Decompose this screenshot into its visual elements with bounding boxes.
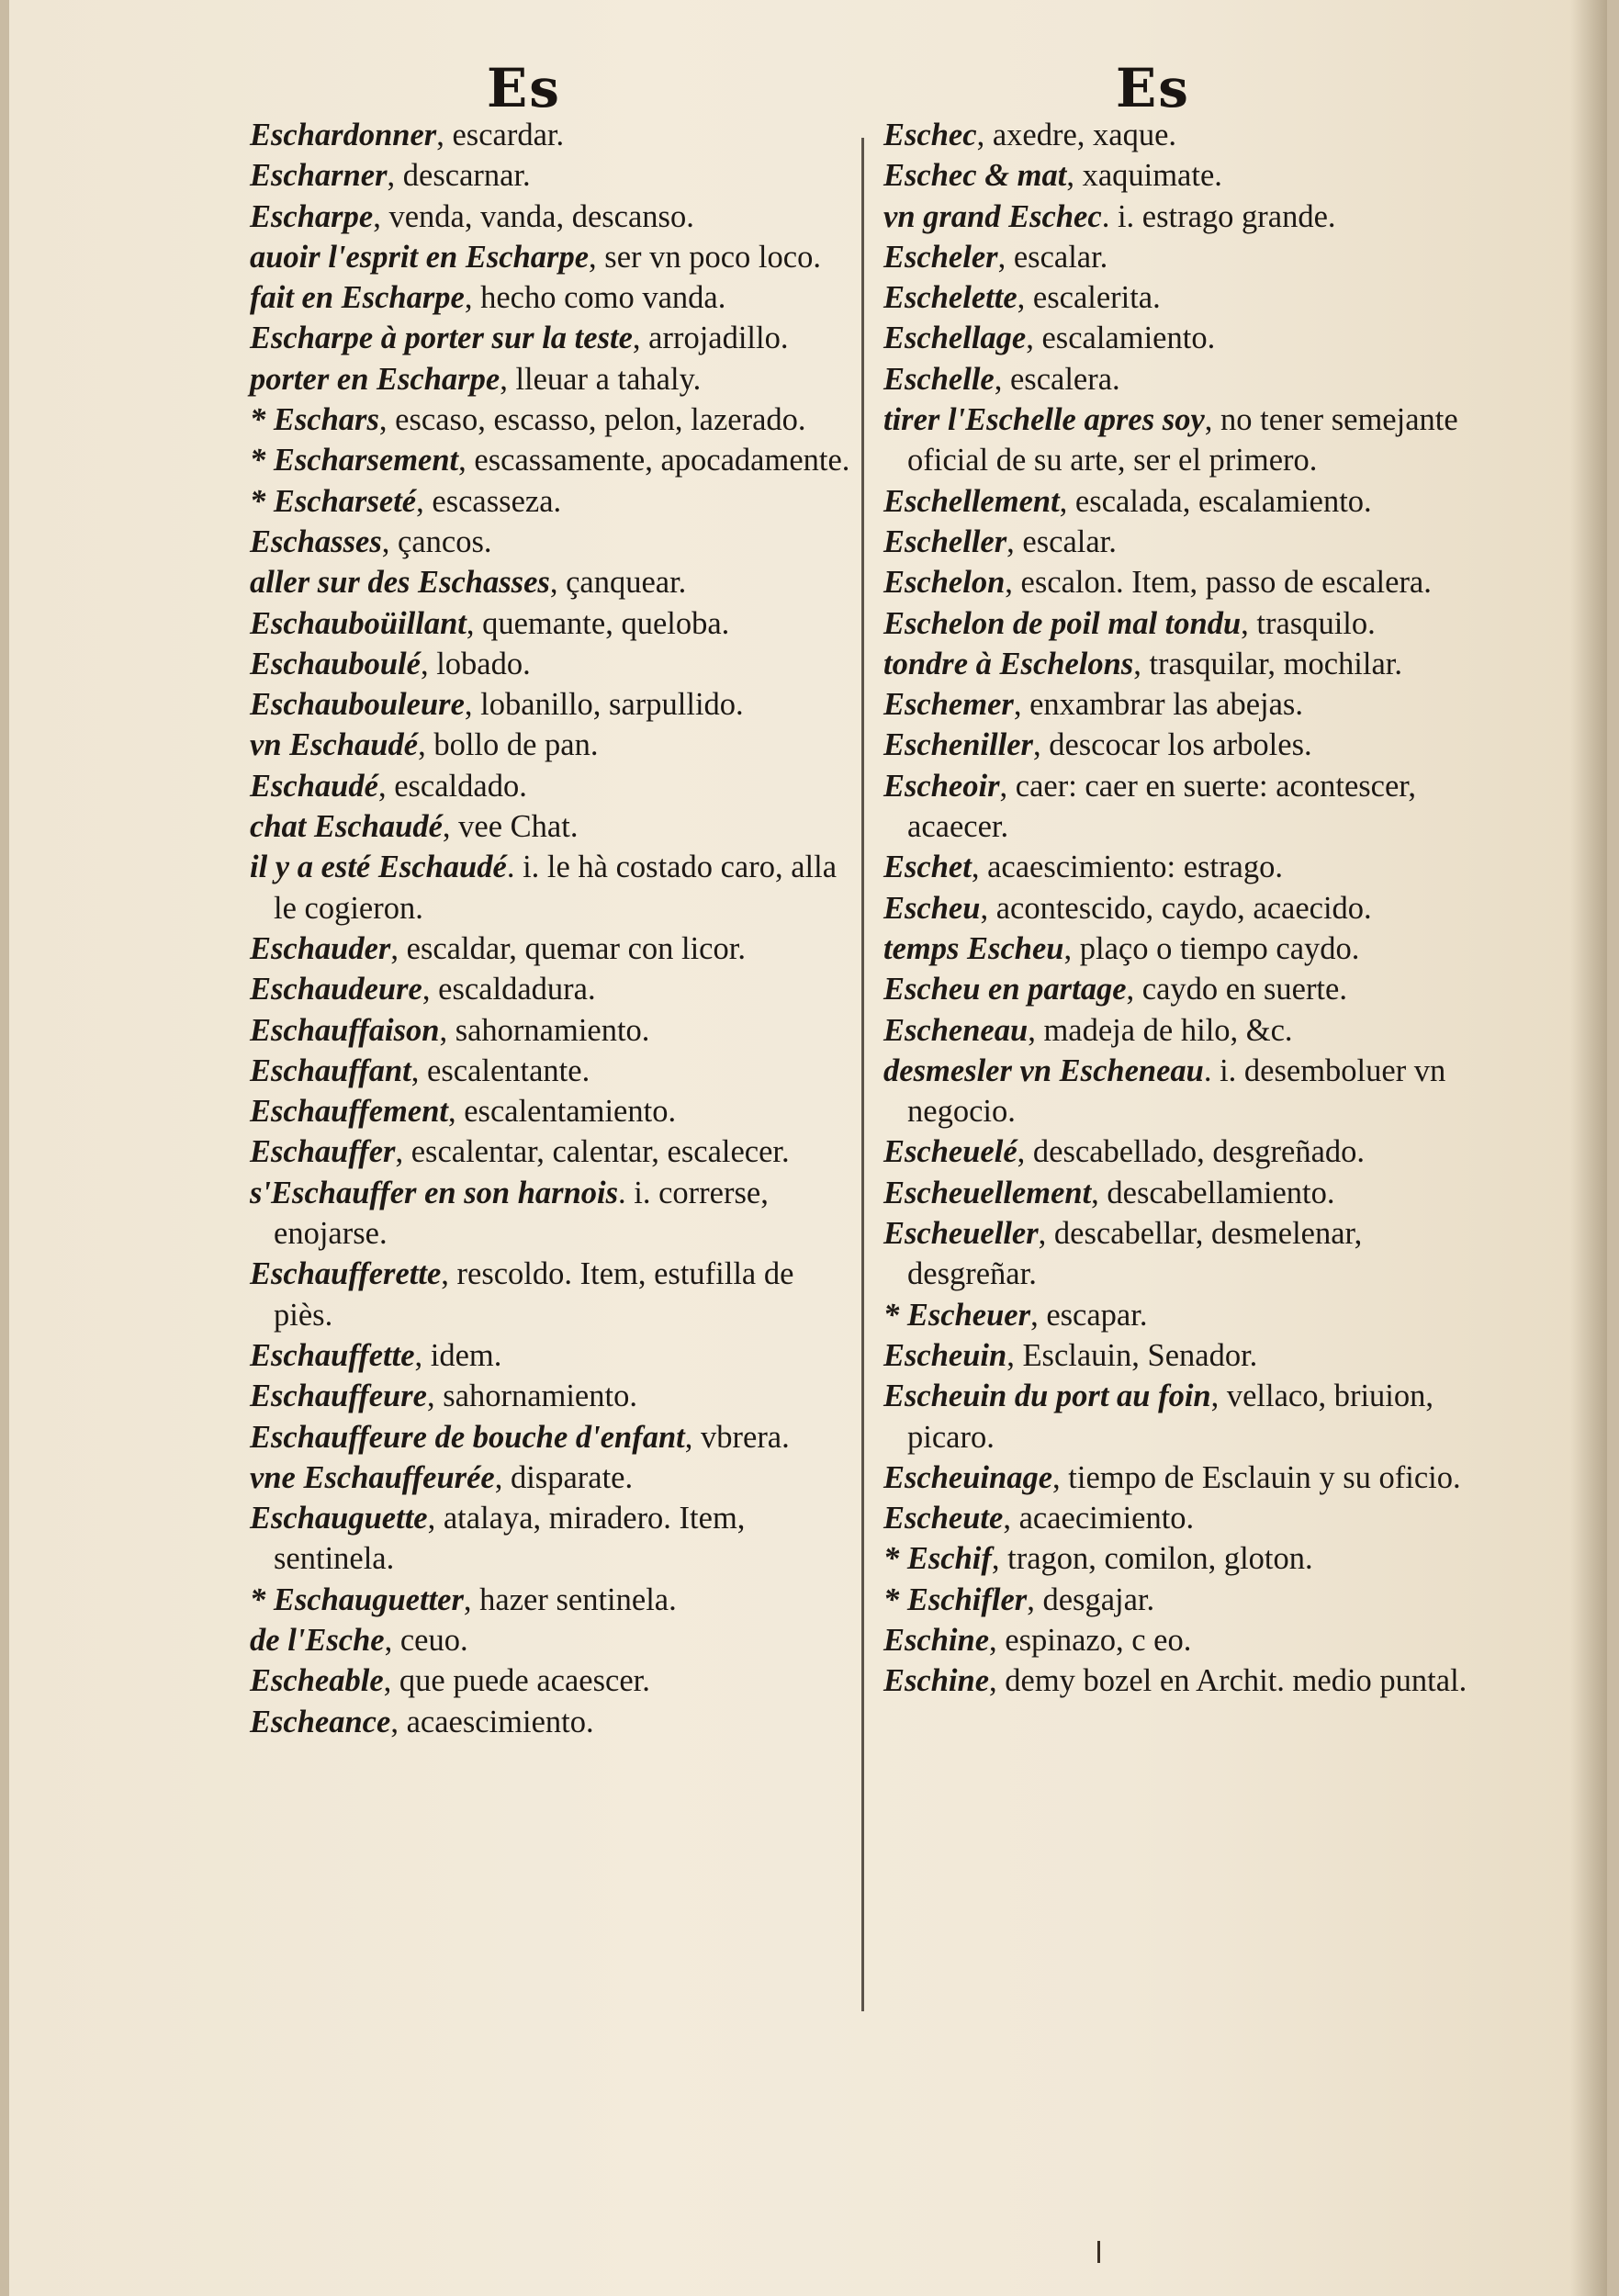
- dictionary-entry: [250, 277, 856, 318]
- entry-definition: , lobanillo, sarpullido.: [464, 687, 744, 723]
- dictionary-entry: [883, 115, 1490, 155]
- dictionary-entry: [883, 1660, 1490, 1701]
- dictionary-entry: [250, 1335, 856, 1376]
- entry-headword: Escheu en partage: [883, 972, 1127, 1007]
- entry-definition: , rescoldo. Item, estufilla de piès.: [274, 1256, 794, 1333]
- entry-headword: fait en Escharpe: [250, 280, 465, 316]
- running-head-right: Es: [1116, 57, 1190, 119]
- entry-headword: Eschelon: [883, 565, 1006, 601]
- entry-headword: chat Eschaudé: [250, 809, 443, 845]
- entry-headword: Escheoir: [883, 768, 1000, 804]
- dictionary-entry: [250, 1417, 856, 1458]
- entry-definition: , descabellamiento.: [1091, 1175, 1335, 1210]
- entry-definition: , trasquilo.: [1241, 605, 1376, 641]
- dictionary-entry: [250, 1702, 856, 1742]
- entry-definition: , lleuar a tahaly.: [500, 361, 702, 397]
- entry-headword: Escheute: [883, 1501, 1004, 1536]
- entry-headword: Eschauguette: [250, 1501, 428, 1536]
- entry-headword: * Eschars: [250, 402, 379, 438]
- dictionary-entry: [250, 400, 856, 440]
- entry-headword: Eschine: [883, 1663, 990, 1699]
- dictionary-entry: [250, 1458, 856, 1498]
- entry-headword: Eschauffement: [250, 1094, 448, 1130]
- entry-definition: , caydo en suerte.: [1126, 972, 1347, 1007]
- dictionary-entry: [883, 155, 1490, 196]
- entry-definition: , escalon. Item, passo de escalera.: [1005, 565, 1432, 601]
- dictionary-entry: [250, 1051, 856, 1091]
- entry-definition: , descabellado, desgreñado.: [1017, 1134, 1366, 1170]
- entry-headword: il y a esté Eschaudé: [250, 850, 507, 885]
- dictionary-entry: [883, 277, 1490, 318]
- entry-definition: , ceuo.: [384, 1622, 468, 1658]
- entry-headword: Eschet: [883, 850, 972, 885]
- entry-definition: , hecho como vanda.: [464, 280, 726, 316]
- dictionary-entry: [883, 1498, 1490, 1538]
- entry-headword: Escharpe: [250, 198, 374, 234]
- entry-headword: Escheuin: [883, 1337, 1007, 1373]
- dictionary-entry: [250, 1131, 856, 1172]
- dictionary-entry: [250, 155, 856, 196]
- entry-definition: , escassamente, apocadamente.: [458, 443, 850, 478]
- entry-headword: desmesler vn Escheneau: [883, 1052, 1204, 1088]
- entry-definition: , madeja de hilo, &c.: [1028, 1012, 1293, 1048]
- dictionary-entry: [250, 929, 856, 969]
- entry-definition: , escasseza.: [416, 483, 562, 519]
- entry-headword: Escheneau: [883, 1012, 1029, 1048]
- dictionary-entry: [250, 1254, 856, 1335]
- entry-headword: Eschauffeure de bouche d'enfant: [250, 1419, 685, 1455]
- entry-headword: Escheueller: [883, 1216, 1039, 1252]
- entry-definition: , arrojadillo.: [632, 321, 789, 356]
- dictionary-entry: [250, 1091, 856, 1131]
- entry-definition: , vbrera.: [684, 1419, 790, 1455]
- entry-headword: Eschardonner: [250, 118, 437, 152]
- entry-definition: , escalar.: [997, 239, 1108, 275]
- dictionary-entry: [250, 969, 856, 1009]
- entry-headword: * Escharseté: [250, 483, 417, 519]
- entry-definition: , escaso, escasso, pelon, lazerado.: [378, 402, 806, 438]
- entry-definition: , descarnar.: [387, 158, 531, 194]
- dictionary-entry: [883, 1376, 1490, 1458]
- dictionary-entry: [883, 318, 1490, 358]
- dictionary-entry: [883, 684, 1490, 725]
- dictionary-entry: [883, 1010, 1490, 1051]
- column-divider: [861, 138, 864, 2011]
- entry-definition: , acaecimiento.: [1003, 1501, 1195, 1536]
- entry-definition: , escalentante.: [410, 1052, 590, 1088]
- entry-headword: Escheu: [883, 890, 981, 926]
- dictionary-entry: [883, 197, 1490, 237]
- entry-definition: , escalentar, calentar, escalecer.: [395, 1134, 790, 1170]
- dictionary-entry: [883, 929, 1490, 969]
- dictionary-entry: [250, 1620, 856, 1660]
- entry-headword: Eschauboüillant: [250, 605, 467, 641]
- entry-headword: Eschauboulé: [250, 646, 421, 681]
- entry-definition: , escapar.: [1030, 1297, 1148, 1333]
- entry-definition: , ser vn poco loco.: [589, 239, 821, 275]
- entry-headword: Escheuellement: [883, 1175, 1092, 1210]
- entry-definition: , escalentamiento.: [447, 1094, 677, 1130]
- dictionary-entry: [250, 1580, 856, 1620]
- entry-definition: . i. le hà costado caro, alla le cogieron.: [274, 850, 838, 926]
- entry-headword: auoir l'esprit en Escharpe: [250, 239, 590, 275]
- entry-headword: tondre à Eschelons: [883, 646, 1134, 681]
- dictionary-entry: [883, 359, 1490, 400]
- dictionary-entry: [250, 115, 856, 155]
- entry-definition: , acaescimiento: estrago.: [971, 850, 1283, 885]
- entry-headword: Escheance: [250, 1704, 391, 1739]
- entry-headword: Escheler: [883, 239, 998, 275]
- entry-headword: vn Eschaudé: [250, 727, 419, 763]
- dictionary-entry: [250, 1498, 856, 1580]
- entry-definition: , no tener semejante oficial de su arte, ser el primero.: [907, 402, 1458, 478]
- dictionary-entry: [883, 522, 1490, 562]
- entry-definition: , escalada, escalamiento.: [1059, 483, 1372, 519]
- dictionary-entry: [250, 847, 856, 929]
- dictionary-entry: [883, 1580, 1490, 1620]
- entry-headword: Escheuin du port au foin: [883, 1379, 1211, 1414]
- entry-headword: porter en Escharpe: [250, 361, 500, 397]
- entry-definition: , escalera.: [994, 361, 1120, 397]
- entry-definition: , sahornamiento.: [439, 1012, 650, 1048]
- entry-definition: , venda, vanda, descanso.: [373, 198, 694, 234]
- entry-definition: , demy bozel en Archit. medio puntal.: [989, 1663, 1467, 1699]
- dictionary-entry: [250, 359, 856, 400]
- entry-definition: , quemante, queloba.: [466, 605, 730, 641]
- entry-headword: Eschauffant: [250, 1052, 411, 1088]
- entry-definition: , trasquilar, mochilar.: [1133, 646, 1402, 681]
- dictionary-entry: [883, 400, 1490, 481]
- entry-headword: Eschaudeure: [250, 972, 422, 1007]
- entry-headword: de l'Esche: [250, 1622, 385, 1658]
- entry-definition: , çanquear.: [549, 565, 687, 601]
- entry-headword: Eschauffeure: [250, 1379, 427, 1414]
- left-column: [250, 115, 856, 1742]
- entry-headword: Escheable: [250, 1663, 384, 1699]
- entry-headword: Eschelette: [883, 280, 1017, 316]
- dictionary-entry: [883, 1173, 1490, 1213]
- entry-headword: Eschauffaison: [250, 1012, 440, 1048]
- dictionary-entry: [250, 644, 856, 684]
- entry-definition: , disparate.: [494, 1459, 634, 1495]
- dictionary-entry: [883, 725, 1490, 765]
- dictionary-entry: [250, 684, 856, 725]
- entry-headword: Eschauffer: [250, 1134, 396, 1170]
- entry-headword: Eschemer: [883, 687, 1014, 723]
- dictionary-entry: [883, 1051, 1490, 1132]
- entry-definition: , tragon, comilon, gloton.: [991, 1541, 1313, 1577]
- dictionary-entry: [250, 197, 856, 237]
- entry-headword: * Escheuer: [883, 1297, 1031, 1333]
- dictionary-entry: [883, 969, 1490, 1009]
- dictionary-entry: [883, 1458, 1490, 1498]
- entry-definition: , çancos.: [381, 523, 492, 559]
- entry-headword: Eschellement: [883, 483, 1060, 519]
- entry-headword: Eschellage: [883, 321, 1027, 356]
- dictionary-entry: [883, 847, 1490, 887]
- entry-definition: , hazer sentinela.: [463, 1581, 677, 1617]
- entry-definition: , tiempo de Esclauin y su oficio.: [1052, 1459, 1461, 1495]
- dictionary-entry: [250, 806, 856, 847]
- entry-definition: , escalerita.: [1017, 280, 1161, 316]
- entry-definition: , sahornamiento.: [426, 1379, 637, 1414]
- entry-headword: Escheniller: [883, 727, 1033, 763]
- entry-definition: , atalaya, miradero. Item, sentinela.: [274, 1501, 746, 1577]
- right-column: [883, 115, 1490, 1702]
- dictionary-entry: [883, 888, 1490, 929]
- dictionary-entry: [250, 522, 856, 562]
- dictionary-entry: [883, 644, 1490, 684]
- entry-headword: Eschasses: [250, 523, 382, 559]
- entry-headword: Eschec & mat: [883, 158, 1067, 194]
- entry-definition: , espinazo, c eo.: [989, 1622, 1192, 1658]
- dictionary-entry: [250, 481, 856, 522]
- dictionary-entry: [883, 1295, 1490, 1335]
- entry-headword: Eschelle: [883, 361, 995, 397]
- dictionary-entry: [883, 1213, 1490, 1295]
- entry-definition: , descocar los arboles.: [1032, 727, 1312, 763]
- entry-headword: Escharpe à porter sur la teste: [250, 321, 633, 356]
- dictionary-entry: [250, 440, 856, 480]
- entry-definition: , escaldado.: [377, 768, 527, 804]
- page-edge-shadow: [1570, 0, 1607, 2296]
- dictionary-entry: [883, 562, 1490, 602]
- entry-definition: , acaescimiento.: [390, 1704, 594, 1739]
- entry-definition: , bollo de pan.: [418, 727, 599, 763]
- entry-definition: , escalar.: [1006, 523, 1117, 559]
- entry-definition: , idem.: [414, 1337, 502, 1373]
- dictionary-entry: [883, 481, 1490, 522]
- entry-headword: s'Eschauffer en son harnois: [250, 1175, 619, 1210]
- entry-headword: Eschauffette: [250, 1337, 415, 1373]
- dictionary-entry: [250, 318, 856, 358]
- entry-headword: vn grand Eschec: [883, 198, 1102, 234]
- entry-definition: , axedre, xaque.: [976, 118, 1177, 152]
- entry-headword: Eschaufferette: [250, 1256, 442, 1292]
- dictionary-entry: [250, 562, 856, 602]
- dictionary-entry: [250, 1660, 856, 1701]
- entry-definition: , vellaco, briuion, picaro.: [907, 1379, 1434, 1455]
- entry-definition: , escaldar, quemar con licor.: [390, 930, 746, 966]
- dictionary-entry: [250, 766, 856, 806]
- dictionary-entry: [250, 237, 856, 277]
- entry-headword: Escharner: [250, 158, 388, 194]
- entry-definition: , acontescido, caydo, acaecido.: [980, 890, 1372, 926]
- entry-headword: Eschelon de poil mal tondu: [883, 605, 1242, 641]
- entry-headword: Escheller: [883, 523, 1007, 559]
- entry-headword: tirer l'Eschelle apres soy: [883, 402, 1205, 438]
- entry-definition: . i. correrse, enojarse.: [274, 1175, 769, 1252]
- bottom-mark: [1097, 2241, 1100, 2263]
- entry-headword: * Escharsement: [250, 443, 459, 478]
- dictionary-entry: [250, 1010, 856, 1051]
- entry-definition: , escalamiento.: [1026, 321, 1216, 356]
- entry-headword: Eschauboulеure: [250, 687, 465, 723]
- dictionary-entry: [250, 603, 856, 644]
- entry-definition: , que puede acaescer.: [383, 1663, 650, 1699]
- dictionary-entry: [883, 603, 1490, 644]
- entry-headword: Eschauder: [250, 930, 391, 966]
- dictionary-entry: [883, 766, 1490, 848]
- entry-definition: . i. estrago grande.: [1101, 198, 1336, 234]
- entry-headword: Eschec: [883, 118, 977, 152]
- entry-definition: , Esclauin, Senador.: [1006, 1337, 1258, 1373]
- entry-headword: * Eschauguetter: [250, 1581, 464, 1617]
- entry-definition: , vee Chat.: [442, 809, 579, 845]
- dictionary-entry: [883, 1620, 1490, 1660]
- entry-headword: Eschine: [883, 1622, 990, 1658]
- entry-headword: * Eschifler: [883, 1581, 1028, 1617]
- entry-headword: Escheuelé: [883, 1134, 1017, 1170]
- dictionary-entry: [250, 1173, 856, 1255]
- entry-definition: , descabellar, desmelenar, desgreñar.: [907, 1216, 1363, 1292]
- book-page: [9, 0, 1607, 2296]
- dictionary-entry: [250, 1376, 856, 1416]
- entry-definition: , desgajar.: [1027, 1581, 1155, 1617]
- entry-headword: aller sur des Eschasses: [250, 565, 550, 601]
- entry-definition: , plaço o tiempo caydo.: [1063, 930, 1360, 966]
- dictionary-entry: [883, 237, 1490, 277]
- entry-headword: vne Eschauffeurée: [250, 1459, 495, 1495]
- entry-definition: , enxambrar las abejas.: [1013, 687, 1303, 723]
- entry-definition: , caer: caer en suerte: acontescer, acaecer.: [907, 768, 1417, 845]
- dictionary-entry: [883, 1335, 1490, 1376]
- entry-headword: * Eschif: [883, 1541, 992, 1577]
- entry-headword: Eschaudé: [250, 768, 378, 804]
- entry-definition: , lobado.: [420, 646, 531, 681]
- running-head-left: Es: [487, 57, 561, 119]
- entry-headword: Escheuinage: [883, 1459, 1053, 1495]
- entry-definition: , xaquimate.: [1066, 158, 1222, 194]
- entry-headword: temps Escheu: [883, 930, 1064, 966]
- entry-definition: . i. desemboluer vn negocio.: [907, 1052, 1446, 1130]
- dictionary-entry: [250, 725, 856, 765]
- entry-definition: , escardar.: [436, 118, 565, 152]
- dictionary-entry: [883, 1131, 1490, 1172]
- dictionary-entry: [883, 1538, 1490, 1579]
- entry-definition: , escaldadura.: [422, 972, 596, 1007]
